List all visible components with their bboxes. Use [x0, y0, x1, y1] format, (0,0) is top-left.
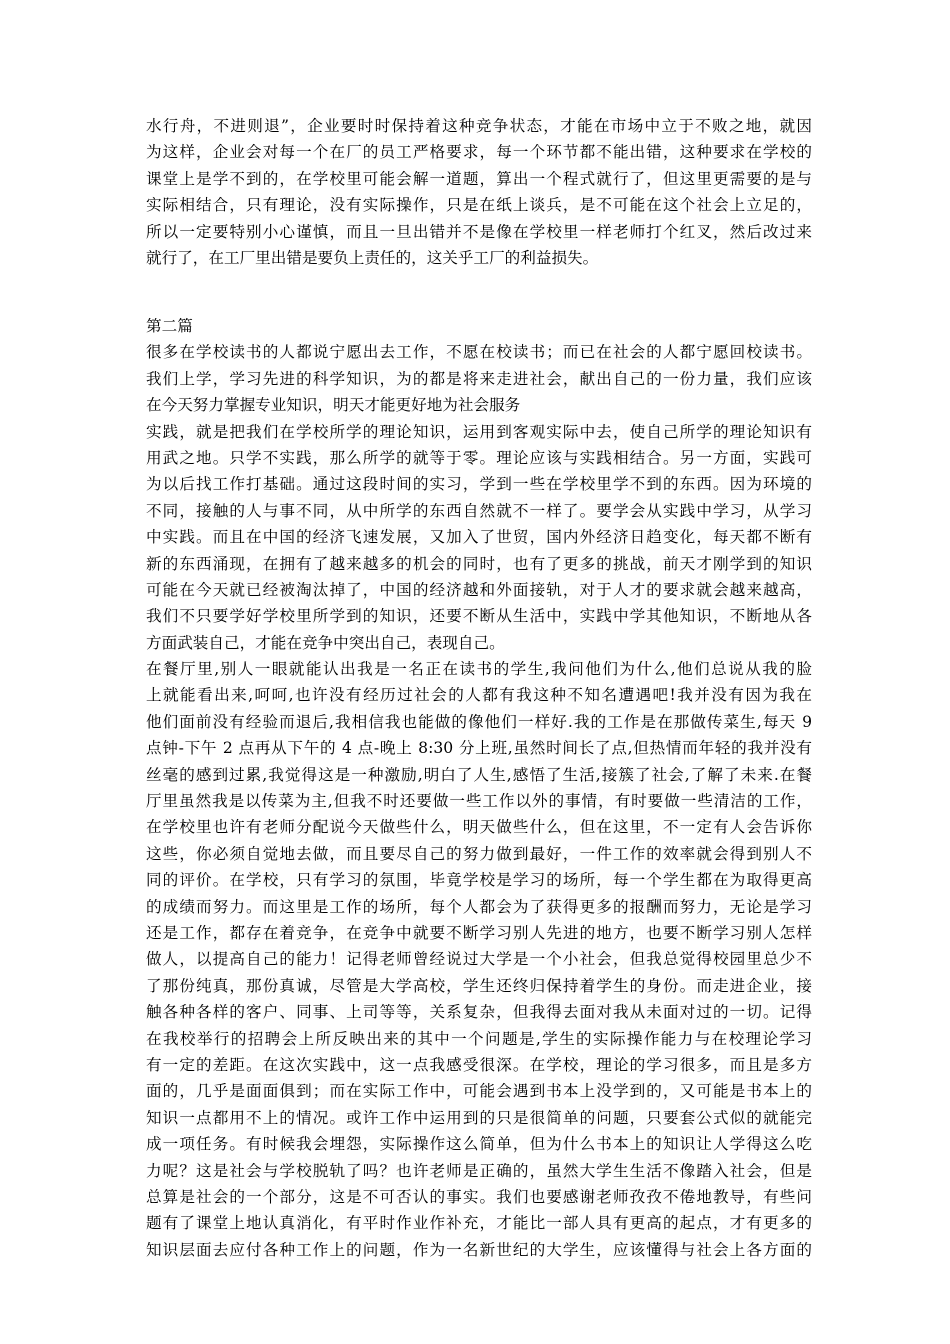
text-line: 上就能看出来,呵呵,也许没有经历过社会的人都有我这种不知名遭遇吧!我并没有因为我在 [146, 686, 812, 705]
text-line: 实际相结合，只有理论，没有实际操作，只是在纸上谈兵，是不可能在这个社会上立足的， [146, 196, 812, 215]
text-line: 他们面前没有经验而退后,我相信我也能做的像他们一样好.我的工作是在那做传菜生,每天 9 [146, 712, 812, 731]
text-line: 我们上学，学习先进的科学知识，为的都是将来走进社会，献出自己的一份力量，我们应该 [146, 369, 812, 388]
text-line: 很多在学校读书的人都说宁愿出去工作，不愿在校读书；而已在社会的人都宁愿回校读书。 [146, 343, 812, 362]
text-line: 成一项任务。有时候我会埋怨，实际操作这么简单，但为什么书本上的知识让人学得这么吃 [146, 1135, 812, 1154]
text-line: 有一定的差距。在这次实践中，这一点我感受很深。在学校，理论的学习很多，而且是多方 [146, 1055, 812, 1074]
text-line: 方面武装自己，才能在竞争中突出自己，表现自己。 [146, 633, 505, 652]
text-line: 可能在今天就已经被淘汰掉了，中国的经济越和外面接轨，对于人才的要求就会越来越高， [146, 580, 812, 599]
text-line: 在今天努力掌握专业知识，明天才能更好地为社会服务 [146, 396, 521, 415]
text-line: 这些，你必须自觉地去做，而且要尽自己的努力做到最好，一件工作的效率就会得到别人不 [146, 844, 812, 863]
text-line: 的成绩而努力。而这里是工作的场所，每个人都会为了获得更多的报酬而努力，无论是学习 [146, 897, 812, 916]
text-line: 知识一点都用不上的情况。或许工作中运用到的只是很简单的问题，只要套公式似的就能完 [146, 1108, 812, 1127]
section-second [146, 313, 812, 1263]
section-body [146, 339, 812, 1263]
text-line: 在餐厅里,别人一眼就能认出我是一名正在读书的学生,我问他们为什么,他们总说从我的脸 [146, 660, 812, 679]
text-line: 为这样，企业会对每一个在厂的员工严格要求，每一个环节都不能出错，这种要求在学校的 [146, 143, 812, 162]
text-line: 课堂上是学不到的，在学校里可能会解一道题，算出一个程式就行了，但这里更需要的是与 [146, 169, 812, 188]
text-line: 了那份纯真，那份真诚，尽管是大学高校，学生还终归保持着学生的身份。而走进企业，接 [146, 976, 812, 995]
text-line: 在学校里也许有老师分配说今天做些什么，明天做些什么，但在这里，不一定有人会告诉你 [146, 818, 812, 837]
text-line: 用武之地。只学不实践，那么所学的就等于零。理论应该与实践相结合。另一方面，实践可 [146, 448, 812, 467]
text-line: 题有了课堂上地认真消化，有平时作业作补充，才能比一部人具有更高的起点，才有更多的 [146, 1214, 812, 1233]
text-line: 实践，就是把我们在学校所学的理论知识，运用到客观实际中去，使自己所学的理论知识有 [146, 422, 812, 441]
text-line: 总算是社会的一个部分，这是不可否认的事实。我们也要感谢老师孜孜不倦地教导，有些问 [146, 1187, 812, 1206]
text-line: 我们不只要学好学校里所学到的知识，还要不断从生活中，实践中学其他知识，不断地从各 [146, 607, 812, 626]
paragraph-continued [146, 113, 812, 271]
section-heading: 第二篇 [146, 317, 193, 335]
text-line: 厅里虽然我是以传菜为主,但我不时还要做一些工作以外的事情，有时要做一些清洁的工作， [146, 792, 812, 811]
text-line: 中实践。而且在中国的经济飞速发展，又加入了世贸，国内外经济日趋变化，每天都不断有 [146, 528, 812, 547]
text-line: 做人，以提高自己的能力！记得老师曾经说过大学是一个小社会，但我总觉得校园里总少不 [146, 950, 812, 969]
text-line: 还是工作，都存在着竞争，在竞争中就要不断学习别人先进的地方，也要不断学习别人怎样 [146, 923, 812, 942]
text-line: 在我校举行的招聘会上所反映出来的其中一个问题是,学生的实际操作能力与在校理论学习 [146, 1029, 812, 1048]
text-line: 为以后找工作打基础。通过这段时间的实习，学到一些在学校里学不到的东西。因为环境的 [146, 475, 812, 494]
text-line: 触各种各样的客户、同事、上司等等，关系复杂，但我得去面对我从未面对过的一切。记得 [146, 1003, 812, 1022]
text-line: 新的东西涌现，在拥有了越来越多的机会的同时，也有了更多的挑战，前天才刚学到的知识 [146, 554, 812, 573]
text-line: 不同，接触的人与事不同，从中所学的东西自然就不一样了。要学会从实践中学习，从学习 [146, 501, 812, 520]
text-line: 所以一定要特别小心谨慎，而且一旦出错并不是像在学校里一样老师打个红叉，然后改过来 [146, 222, 812, 241]
text-line: 丝毫的感到过累,我觉得这是一种激励,明白了人生,感悟了生活,接簇了社会,了解了未来.在餐 [146, 765, 812, 784]
text-line: 点钟-下午 2 点再从下午的 4 点-晚上 8:30 分上班,虽然时间长了点,但热情而年轻的我并没有 [146, 739, 812, 758]
text-line: 知识层面去应付各种工作上的问题，作为一名新世纪的大学生，应该懂得与社会上各方面的 [146, 1240, 812, 1259]
text-line: 水行舟，不进则退”，企业要时时保持着这种竞争状态，才能在市场中立于不败之地，就因 [146, 117, 812, 135]
text-line: 同的评价。在学校，只有学习的氛围，毕竟学校是学习的场所，每一个学生都在为取得更高 [146, 871, 812, 890]
text-line: 就行了，在工厂里出错是要负上责任的，这关乎工厂的利益损失。 [146, 248, 599, 267]
text-line: 面的，几乎是面面俱到；而在实际工作中，可能会遇到书本上没学到的，又可能是书本上的 [146, 1082, 812, 1101]
text-line: 力呢？这是社会与学校脱轨了吗？也许老师是正确的，虽然大学生生活不像踏入社会，但是 [146, 1161, 812, 1180]
